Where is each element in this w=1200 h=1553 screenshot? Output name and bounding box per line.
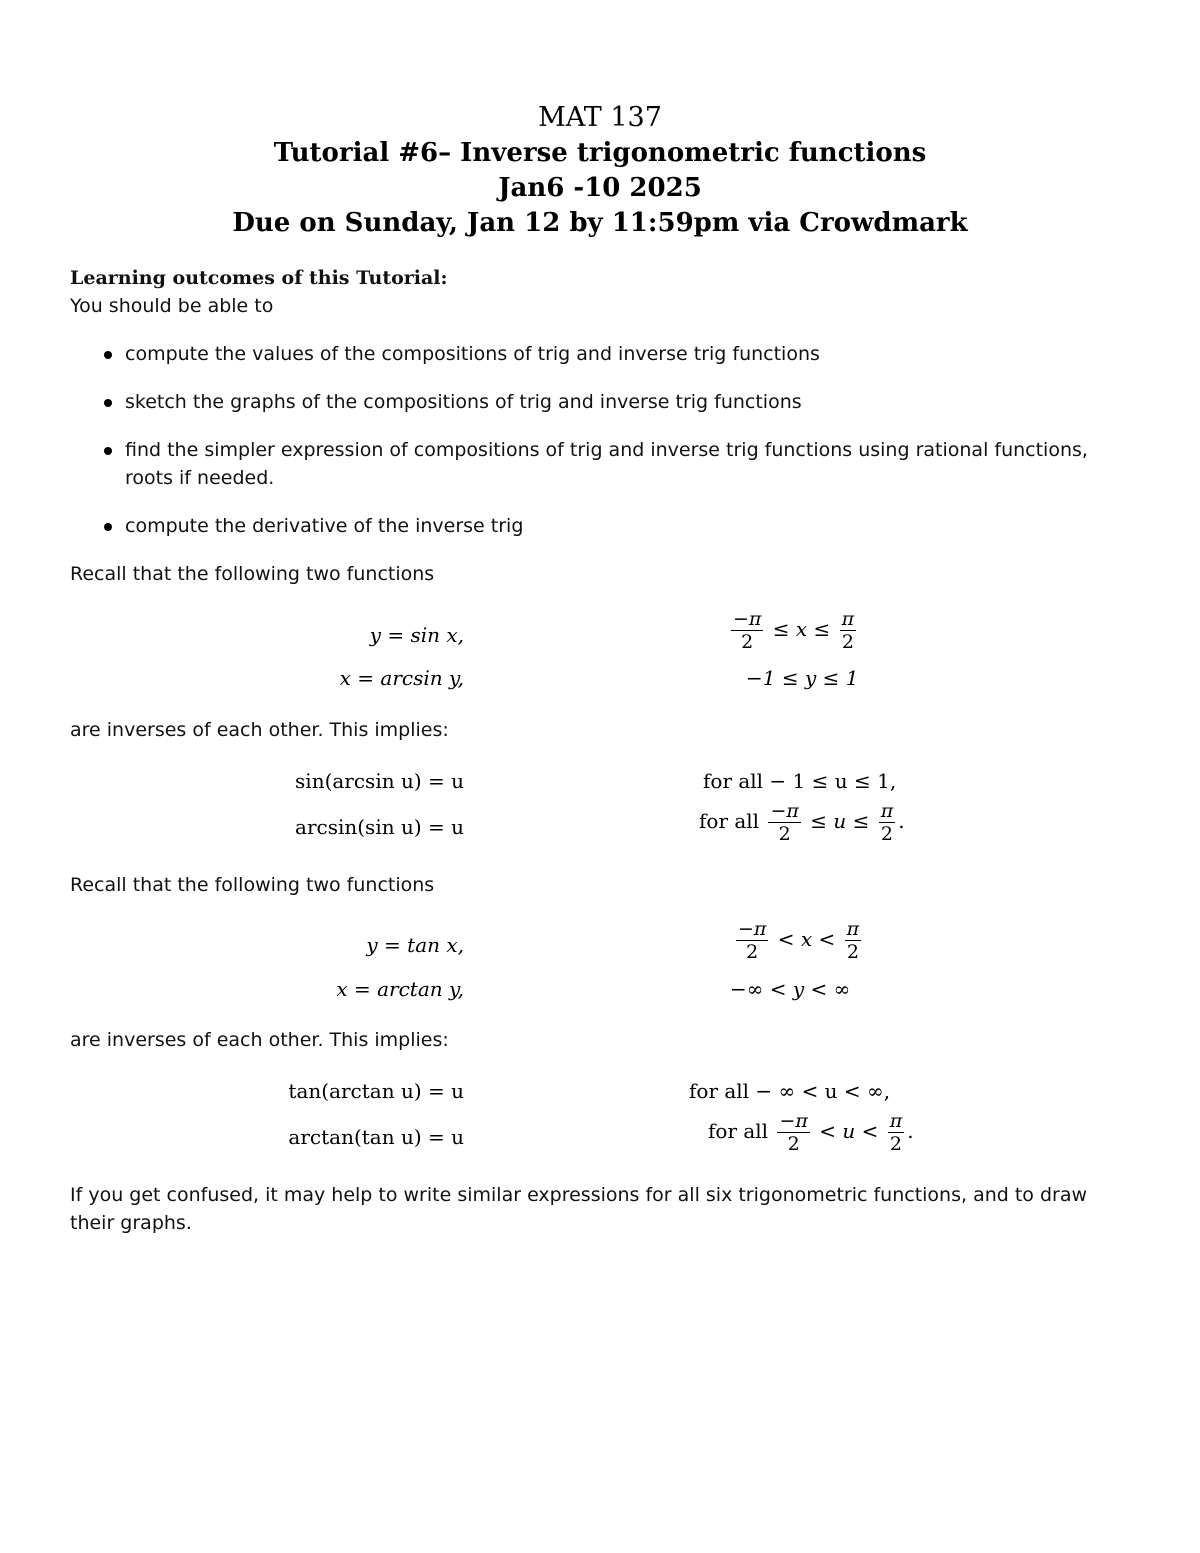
due-date: Due on Sunday, Jan 12 by 11:59pm via Crowdmark [232,208,968,238]
arcsin-sin-condition: for all $\frac{-\pi}{2}$ ≤ u ≤ $\frac{\pi}{2}$ . [699,800,905,845]
fraction: $\frac{\pi}{2}$ [880,800,894,845]
fraction: $\frac{-\pi}{2}$ [779,1110,808,1155]
sin-inverses-text: are inverses of each other. This implies: [70,719,449,741]
outcomes-heading: Learning outcomes of this Tutorial: [70,267,448,289]
arcsin-sin-identity: arcsin(sin u) = u [295,815,464,839]
course-title: MAT 137 [538,102,662,133]
bullet-icon [104,447,112,455]
list-item: compute the values of the compositions of trig and inverse trig functions [100,340,1140,368]
fraction: $\frac{\pi}{2}$ [889,1110,903,1155]
sin-domain: $\frac{-\pi}{2}$ ≤ x ≤ $\frac{\pi}{2}$ [733,608,855,653]
sin-equation-lhs: y = sin x, [369,623,464,647]
list-item: compute the derivative of the inverse trig [100,512,1140,540]
closing-line-1: If you get confused, it may help to write similar expressions for all six trigonometric functions, and to draw [70,1184,1088,1206]
tan-arctan-condition: for all − ∞ < u < ∞, [689,1079,891,1103]
tutorial-title: Tutorial #6– Inverse trigonometric functions [273,138,927,168]
arcsin-range: −1 ≤ y ≤ 1 [746,666,859,690]
bullet-icon [104,399,112,407]
tan-domain: $\frac{-\pi}{2}$ < x < $\frac{\pi}{2}$ [738,918,860,963]
bullet-icon [104,523,112,531]
tan-equation-lhs: y = tan x, [366,933,464,957]
arctan-range: −∞ < y < ∞ [730,977,851,1001]
fraction: $\frac{-\pi}{2}$ [770,800,799,845]
sin-arcsin-condition: for all − 1 ≤ u ≤ 1, [703,769,897,793]
tutorial-dates: Jan6 -10 2025 [498,173,702,203]
fraction: $\frac{\pi}{2}$ [846,918,860,963]
arcsin-equation-lhs: x = arcsin y, [339,666,464,690]
bullet-icon [104,351,112,359]
tan-inverses-text: are inverses of each other. This implies: [70,1029,449,1051]
outcomes-intro: You should be able to [70,295,274,317]
sin-recall-text: Recall that the following two functions [70,563,435,585]
arctan-tan-identity: arctan(tan u) = u [288,1125,464,1149]
arctan-tan-condition: for all $\frac{-\pi}{2}$ < u < $\frac{\pi}{2}$ . [708,1110,914,1155]
fraction: $\frac{-\pi}{2}$ [733,608,762,653]
arctan-equation-lhs: x = arctan y, [336,977,464,1001]
closing-line-2: their graphs. [70,1212,192,1234]
fraction: $\frac{\pi}{2}$ [841,608,855,653]
tan-arctan-identity: tan(arctan u) = u [288,1079,464,1103]
list-item: sketch the graphs of the compositions of trig and inverse trig functions [100,388,1140,416]
sin-arcsin-identity: sin(arcsin u) = u [295,769,464,793]
tan-recall-text: Recall that the following two functions [70,874,435,896]
list-item: find the simpler expression of compositions of trig and inverse trig functions using rational functions, roots if needed. [100,436,1140,492]
fraction: $\frac{-\pi}{2}$ [738,918,767,963]
